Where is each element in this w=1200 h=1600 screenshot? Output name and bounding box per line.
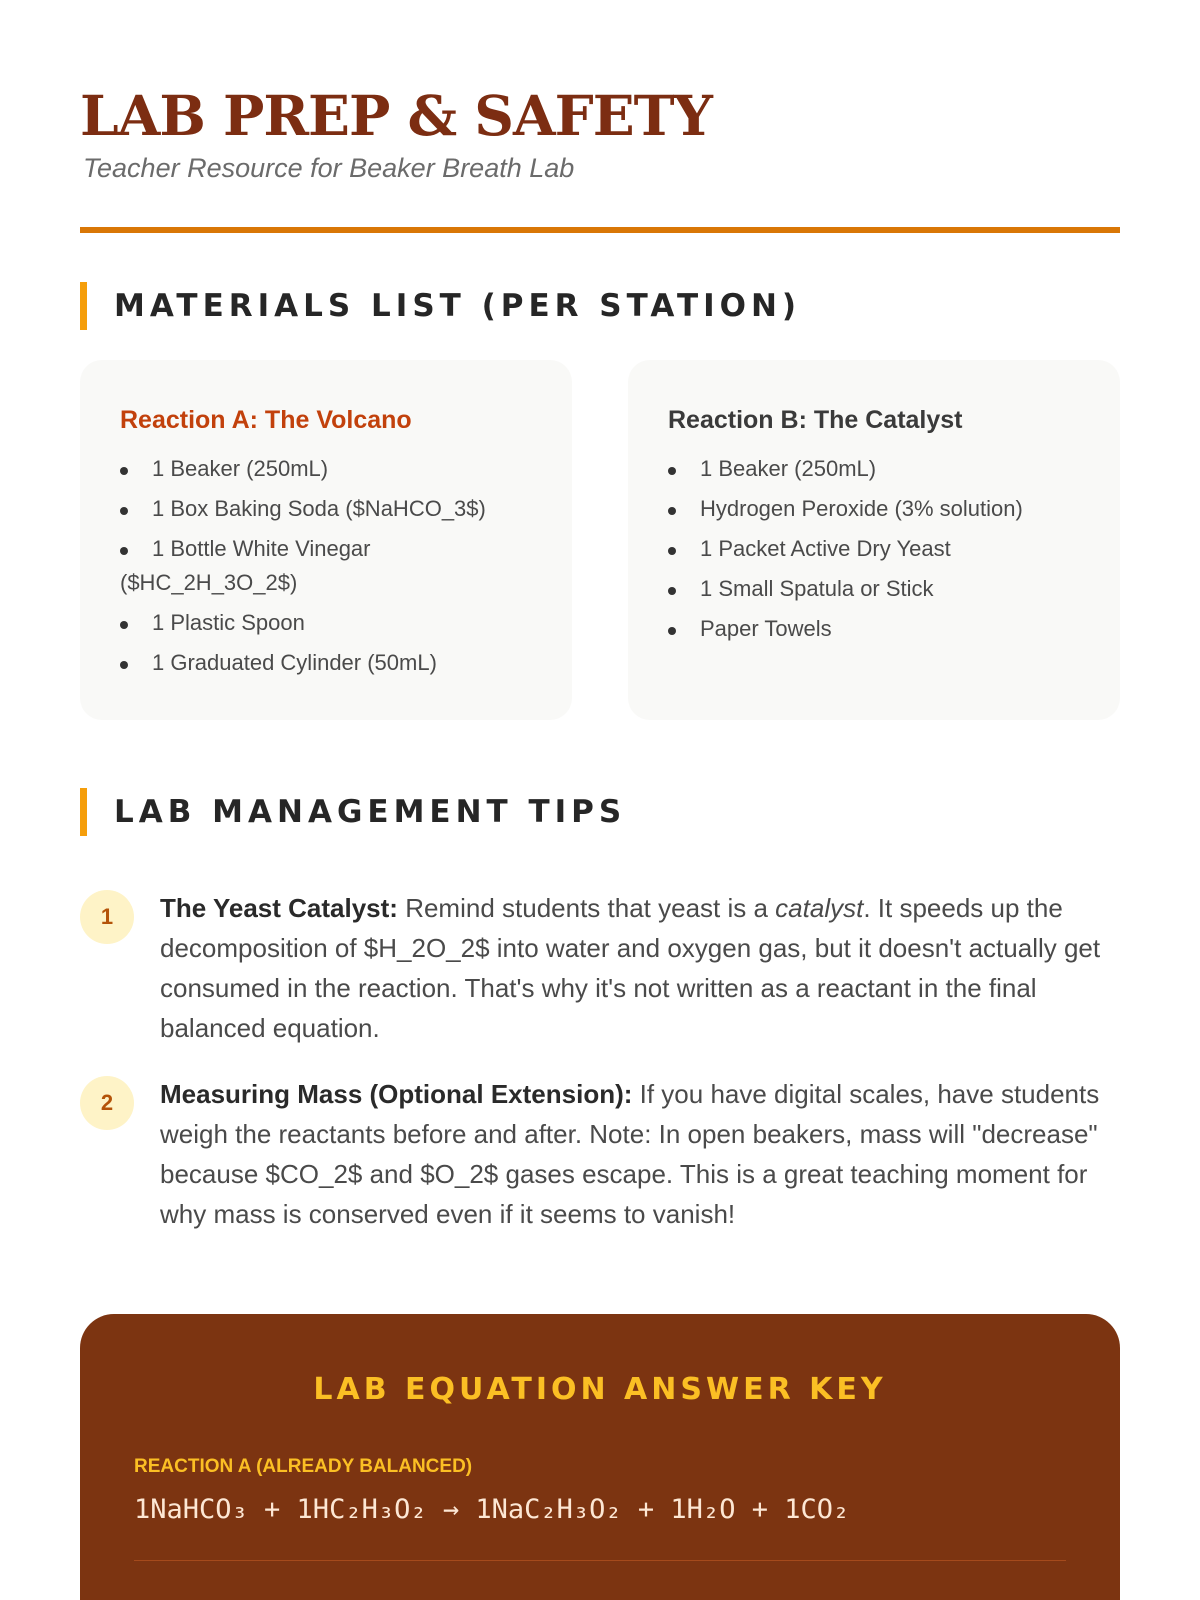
reaction-a-materials-list [120, 452, 540, 686]
tip-number-badge: 2 [80, 1076, 134, 1130]
bullet-icon [668, 467, 676, 475]
reaction-b-materials-list [668, 452, 1088, 652]
list-item [120, 492, 540, 526]
bullet-icon [120, 507, 128, 515]
list-item [120, 532, 540, 600]
bullet-icon [668, 627, 676, 635]
bullet-icon [120, 547, 128, 555]
material-label: 1 Beaker (250mL) [152, 456, 329, 481]
reaction-a-title: Reaction A: The Volcano [120, 406, 412, 434]
reaction-a-card [80, 360, 572, 720]
list-item [120, 646, 540, 680]
list-item [120, 452, 540, 486]
section-accent-bar [80, 282, 87, 330]
tips-heading: LAB MANAGEMENT TIPS [114, 794, 627, 830]
bullet-icon [120, 621, 128, 629]
material-label: 1 Box Baking Soda ($NaHCO_3$) [152, 496, 486, 521]
bullet-icon [668, 507, 676, 515]
materials-heading: MATERIALS LIST (PER STATION) [114, 288, 802, 324]
tip-body: Remind students that yeast is a [397, 893, 776, 923]
list-item [668, 572, 1088, 606]
materials-section-header [80, 282, 1120, 330]
tip-body: If you have digital scales, have students weigh the reactants before and after. Note: In open beakers, mass will "decrease" because $CO_2$ and $O_2$ gases escape. This is a great teaching moment for why mass is conserved even if it seems to vanish! [160, 1079, 1100, 1229]
bullet-icon [120, 467, 128, 475]
tip-text [160, 1074, 1120, 1234]
bullet-icon [668, 587, 676, 595]
material-label: 1 Plastic Spoon [152, 610, 305, 635]
section-accent-bar [80, 788, 87, 836]
list-item [668, 452, 1088, 486]
bullet-icon [120, 661, 128, 669]
material-label: 1 Small Spatula or Stick [700, 576, 934, 601]
tip-number-badge: 1 [80, 890, 134, 944]
material-label: Paper Towels [700, 616, 832, 641]
title-divider [80, 227, 1120, 233]
tip-title: Measuring Mass (Optional Extension): [160, 1079, 633, 1109]
answer-key-divider [134, 1560, 1066, 1561]
tip-body-continued: . It speeds up the decomposition of $H_2O_2$ into water and oxygen gas, but it doesn't actually get consumed in the reaction. That's why it's not written as a reactant in the final balanced equation. [160, 893, 1101, 1043]
reaction-a-key-label: REACTION A (ALREADY BALANCED) [134, 1456, 473, 1477]
reaction-b-title: Reaction B: The Catalyst [668, 406, 963, 434]
list-item [668, 532, 1088, 566]
material-label: 1 Bottle White Vinegar ($HC_2H_3O_2$) [120, 536, 371, 595]
reaction-b-card [628, 360, 1120, 720]
tip-emphasis: catalyst [775, 893, 864, 923]
tip-title: The Yeast Catalyst: [160, 893, 398, 923]
list-item [120, 606, 540, 640]
reaction-a-equation: 1NaHCO₃ + 1HC₂H₃O₂ → 1NaC₂H₃O₂ + 1H₂O + 1CO₂ [134, 1494, 850, 1525]
tip-text [160, 888, 1120, 1048]
material-label: 1 Beaker (250mL) [700, 456, 877, 481]
material-label: Hydrogen Peroxide (3% solution) [700, 496, 1023, 521]
list-item [668, 492, 1088, 526]
page-subtitle: Teacher Resource for Beaker Breath Lab [83, 153, 575, 183]
answer-key-panel [80, 1314, 1120, 1600]
tips-section-header [80, 788, 1120, 836]
material-label: 1 Packet Active Dry Yeast [700, 536, 951, 561]
bullet-icon [668, 547, 676, 555]
list-item [668, 612, 1088, 646]
page-title: LAB PREP & SAFETY [80, 83, 712, 148]
material-label: 1 Graduated Cylinder (50mL) [152, 650, 437, 675]
answer-key-heading: LAB EQUATION ANSWER KEY [313, 1372, 887, 1407]
